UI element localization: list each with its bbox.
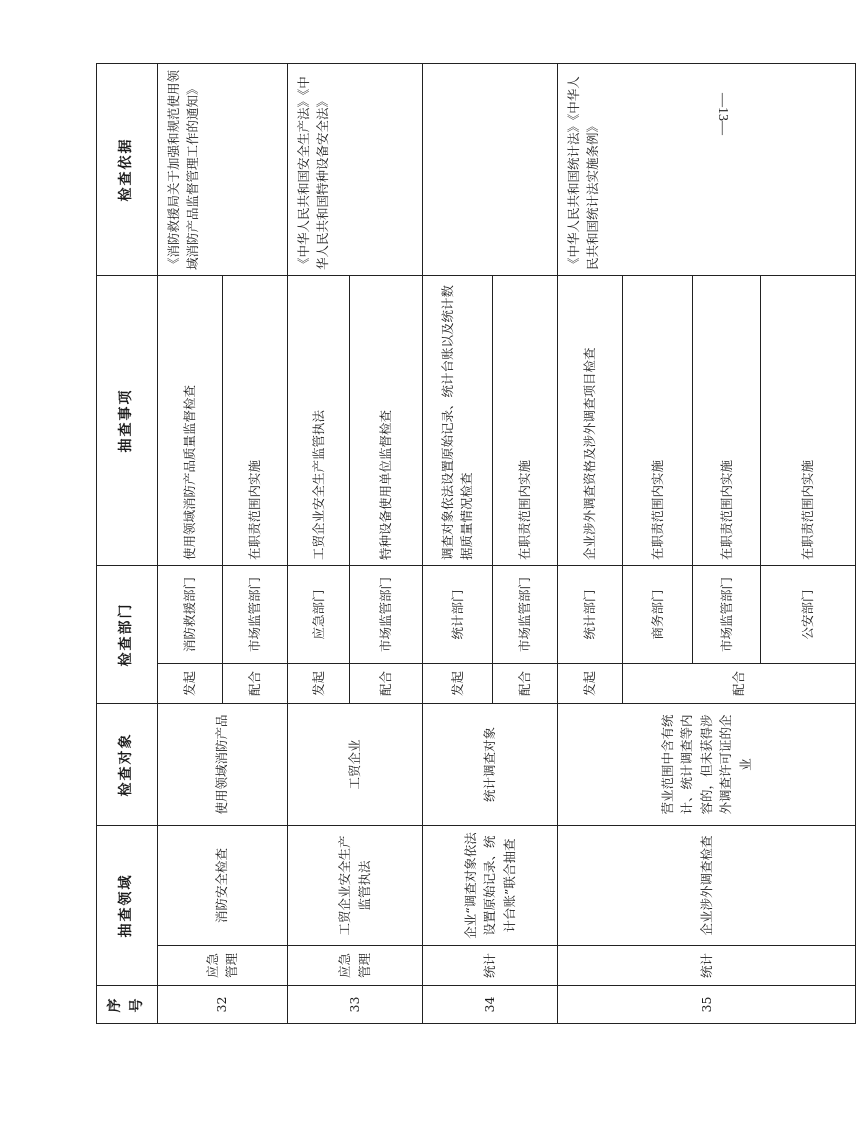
header-dept: 检查部门	[97, 566, 158, 704]
row-dept: 市场监管部门	[693, 566, 761, 664]
row-role: 发起	[157, 664, 222, 704]
row-role: 配合	[222, 664, 287, 704]
row-domain: 工贸企业安全生产监管执法	[287, 826, 422, 946]
row-role: 配合	[623, 664, 856, 704]
row-basis: 《中华人民共和国统计法》《中华人民共和国统计法实施条例》	[558, 64, 856, 276]
row-field: 应急管理	[287, 946, 422, 986]
row-item: 调查对象依法设置原始记录、统计台账以及统计数据质量情况检查	[422, 276, 492, 566]
inspection-table	[96, 63, 856, 1024]
row-dept: 市场监管部门	[222, 566, 287, 664]
row-item: 使用领域消防产品质量监督检查	[157, 276, 222, 566]
row-dept: 统计部门	[422, 566, 492, 664]
row-number: 32	[157, 986, 287, 1024]
table-row	[157, 64, 222, 1024]
row-dept: 公安部门	[760, 566, 855, 664]
row-number: 34	[422, 986, 557, 1024]
row-dept: 统计部门	[558, 566, 623, 664]
row-item: 在职责范围内实施	[222, 276, 287, 566]
row-item: 特种设备使用单位监督检查	[350, 276, 423, 566]
row-item: 在职责范围内实施	[760, 276, 855, 566]
row-item: 在职责范围内实施	[492, 276, 557, 566]
row-object: 营业范围中含有统计、统计调查等内容的，但未获得涉外调查许可证的企业	[558, 704, 856, 826]
row-item: 工贸企业安全生产监管执法	[287, 276, 350, 566]
row-basis: 《消防救援局关于加强和规范使用领域消防产品监督管理工作的通知》	[157, 64, 287, 276]
header-basis: 检查依据	[97, 64, 158, 276]
row-domain: 消防安全检查	[157, 826, 287, 946]
row-role: 发起	[558, 664, 623, 704]
row-item: 在职责范围内实施	[693, 276, 761, 566]
row-dept: 市场监管部门	[492, 566, 557, 664]
row-role: 发起	[422, 664, 492, 704]
row-object: 工贸企业	[287, 704, 422, 826]
row-domain: 企业“调查对象依法设置原始记录、统计台账”联合抽查	[422, 826, 557, 946]
header-domain: 抽查领域	[97, 826, 158, 986]
row-field: 统计	[558, 946, 856, 986]
row-object: 统计调查对象	[422, 704, 557, 826]
row-role: 配合	[492, 664, 557, 704]
table-row	[287, 64, 350, 1024]
row-field: 统计	[422, 946, 557, 986]
row-basis	[422, 64, 557, 276]
row-basis: 《中华人民共和国安全生产法》《中华人民共和国特种设备安全法》	[287, 64, 422, 276]
row-field: 应急管理	[157, 946, 287, 986]
table-row	[558, 64, 623, 1024]
row-number: 35	[558, 986, 856, 1024]
row-item: 在职责范围内实施	[623, 276, 693, 566]
row-object: 使用领域消防产品	[157, 704, 287, 826]
page-number: —13—	[715, 93, 730, 135]
rotated-page	[96, 64, 856, 1024]
table-row	[422, 64, 492, 1024]
row-dept: 市场监管部门	[350, 566, 423, 664]
row-role: 配合	[350, 664, 423, 704]
row-role: 发起	[287, 664, 350, 704]
row-dept: 应急部门	[287, 566, 350, 664]
row-domain: 企业涉外调查检查	[558, 826, 856, 946]
row-dept: 商务部门	[623, 566, 693, 664]
header-row	[97, 64, 158, 1024]
header-no: 序号	[97, 986, 158, 1024]
header-item: 抽查事项	[97, 276, 158, 566]
row-number: 33	[287, 986, 422, 1024]
header-object: 检查对象	[97, 704, 158, 826]
row-dept: 消防救援部门	[157, 566, 222, 664]
row-item: 企业涉外调查资格及涉外调查项目检查	[558, 276, 623, 566]
